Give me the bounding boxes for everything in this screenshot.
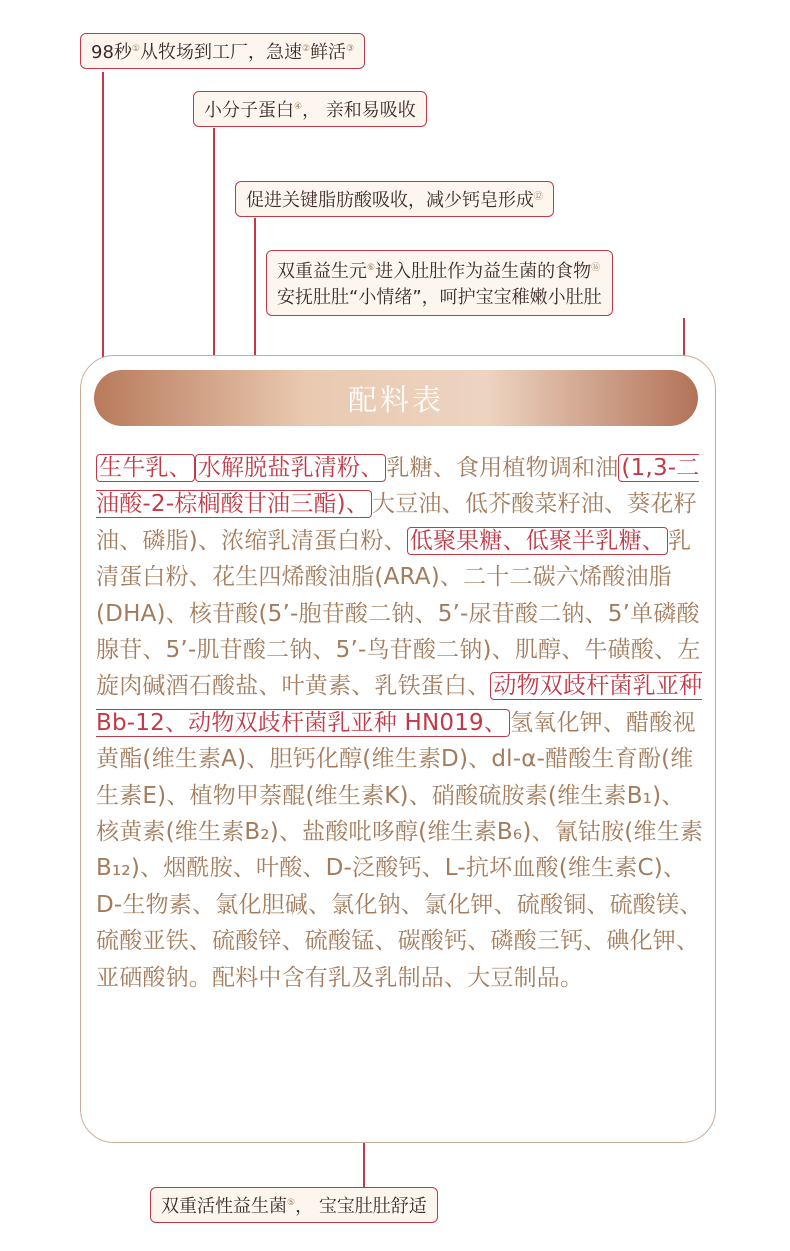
highlight-whey-powder: 水解脱盐乳清粉、 [195, 454, 387, 482]
callout-prebiotics [266, 250, 613, 316]
callout-fresh-98-seconds [80, 33, 365, 69]
callout-text: 98秒 [91, 42, 132, 63]
callout-text: 进入肚肚作为益生菌的食物 [375, 261, 592, 282]
callout-text: 从牧场到工厂，急速 [139, 42, 302, 63]
callout-text: 促进关键脂肪酸吸收，减少钙皂形成 [246, 190, 534, 211]
ingredients-text-1: 乳糖、食用植物调和油 [386, 455, 619, 481]
callout-text: 小分子蛋白 [204, 100, 294, 121]
callout-text: 宝宝肚肚舒适 [318, 1196, 427, 1217]
ingredients-title: 配料表 [347, 382, 444, 417]
ingredients-list [96, 450, 706, 996]
ingredients-text-3: 乳清蛋白粉、花生四烯酸油脂(ARA)、二十二碳六烯酸油脂(DHA)、核苷酸(5’-胞苷酸二钠、5’-尿苷酸二钠、5’单磷酸腺苷、5’-肌苷酸二钠、5’-鸟苷酸二钠)、肌醇、牛磺酸、左旋肉碱酒石酸盐、叶黄素、乳铁蛋白、 [96, 527, 701, 700]
footnote-marker: ③ [346, 44, 355, 54]
footnote-marker: ⑫ [534, 192, 544, 202]
callout-small-molecule-protein: 小分子蛋白④， 亲和易吸收 [193, 91, 427, 127]
callout-text: 双重活性益生菌 [161, 1196, 287, 1217]
callout-text: 鲜活 [310, 42, 347, 63]
callout-fatty-acid-absorption [235, 181, 554, 217]
footnote-marker: ⑥ [367, 263, 376, 273]
callout-line-2: 安抚肚肚“小情绪”，呵护宝宝稚嫩小肚肚 [277, 287, 602, 308]
callout-text: 双重益生元 [277, 261, 367, 282]
footnote-marker: ② [301, 44, 311, 54]
callout-line-1 [277, 255, 602, 285]
footnote-marker: ⑤ [287, 1198, 296, 1208]
allergen-note: 配料中含有乳及乳制品、大豆制品。 [212, 964, 584, 991]
highlight-opo: (1,3-二油酸-2-棕榈酸甘油三酯)、 [96, 455, 700, 518]
highlight-fresh-milk: 生牛乳、 [96, 454, 195, 482]
highlight-prebiotics: 低聚果糖、低聚半乳糖、 [407, 527, 668, 555]
highlight-probiotics: 动物双歧杆菌乳亚种 Bb-12、动物双歧杆菌乳亚种 HN019、 [96, 673, 703, 736]
ingredients-text-2: 大豆油、低芥酸菜籽油、葵花籽油、磷脂)、浓缩乳清蛋白粉、 [96, 491, 697, 554]
footnote-marker: ④ [294, 102, 303, 112]
ingredients-header [94, 370, 698, 426]
footnote-marker: ⑯ [591, 263, 601, 273]
footnote-marker: ① [131, 44, 140, 54]
callout-text: 亲和易吸收 [325, 100, 416, 121]
ingredients-text-4: 氢氧化钾、醋酸视黄酯(维生素A)、胆钙化醇(维生素D)、dl-α-醋酸生育酚(维生素E)、植物甲萘醌(维生素K)、硝酸硫胺素(维生素B₁)、核黄素(维生素B₂)、盐酸吡哆醇(维生素B₆)、氰钴胺(维生素B₁₂)、烟酰胺、叶酸、D-泛酸钙、L-抗坏血酸(维生素C)、D-生物素、氯化胆碱、氯化钠、氯化钾、硫酸铜、硫酸镁、硫酸亚铁、硫酸锌、硫酸锰、碳酸钙、磷酸三钙、碘化钾、亚硒酸钠。 [96, 709, 704, 991]
callout-probiotics: 双重活性益生菌⑤， 宝宝肚肚舒适 [150, 1187, 438, 1223]
